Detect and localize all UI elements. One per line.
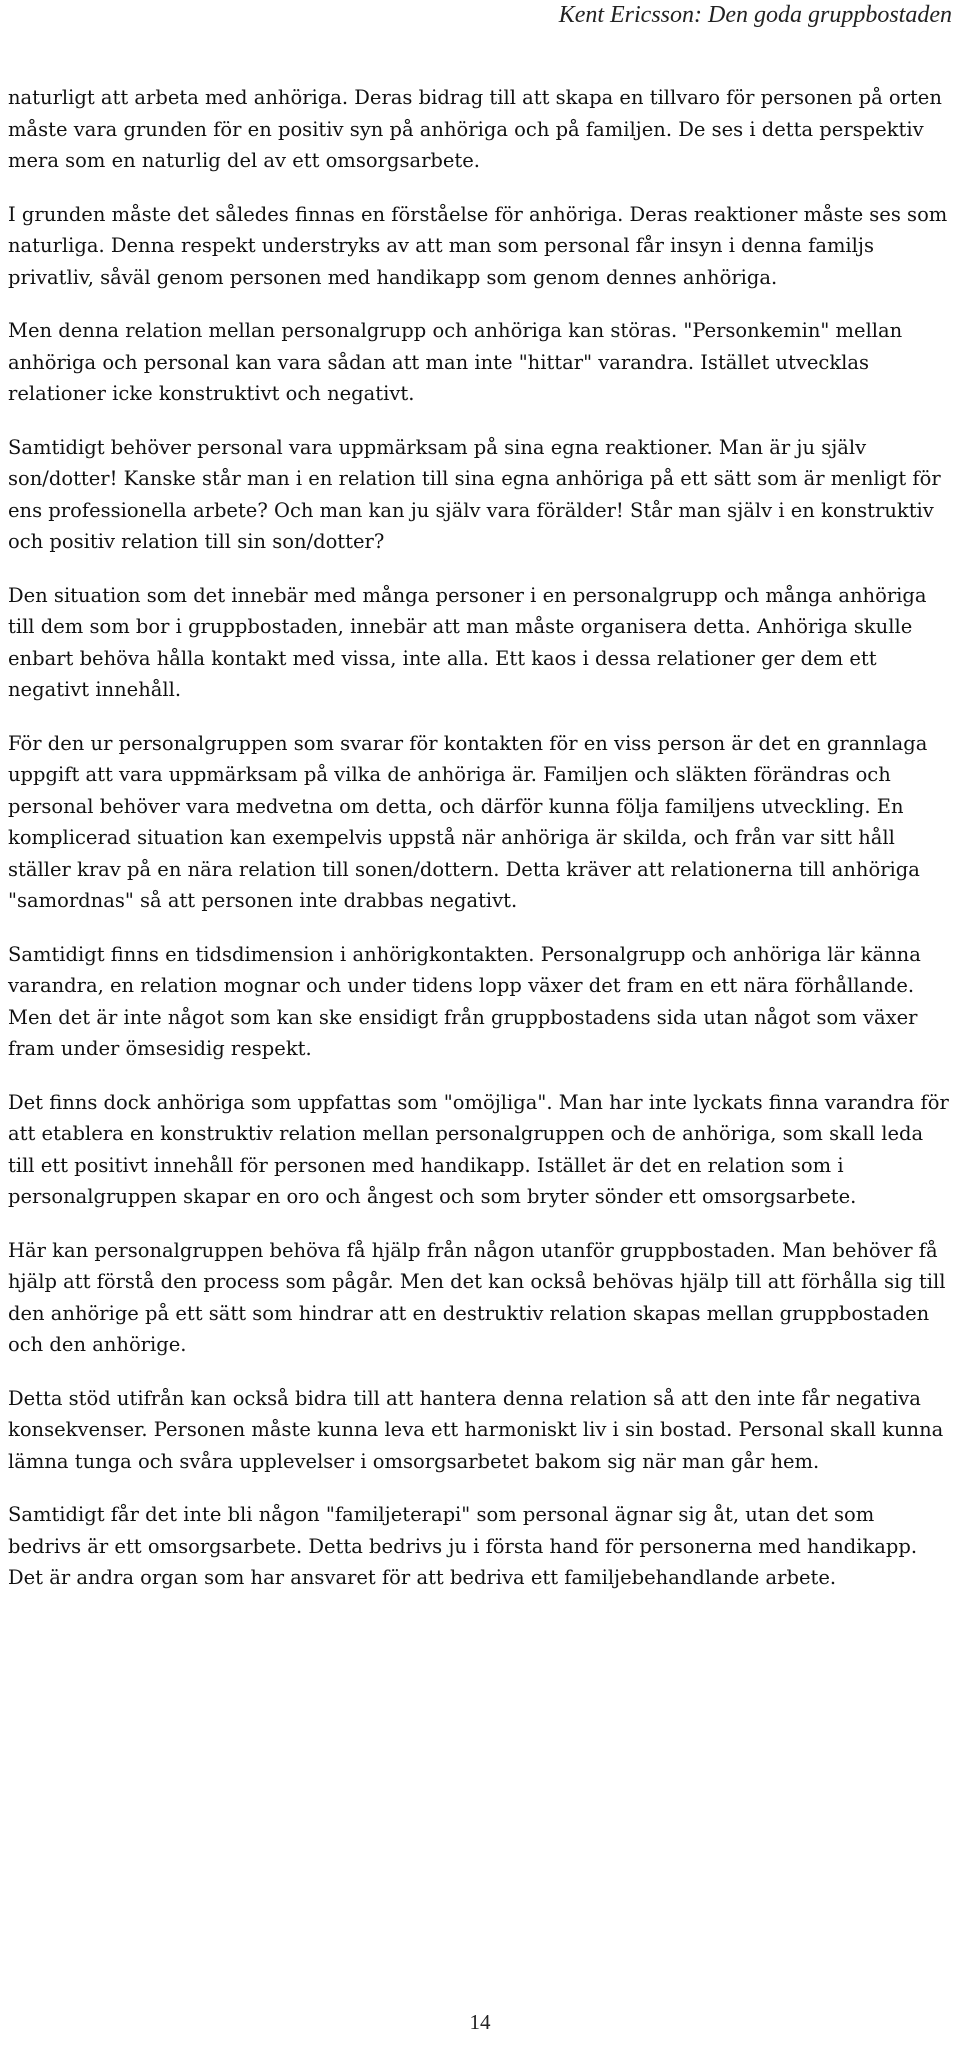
paragraph: Men denna relation mellan personalgrupp och anhöriga kan störas. "Personkemin" mellan anhöriga och personal kan vara sådan att man inte "hittar" varandra. Istället utvecklas relationer icke konstruktivt och negativt. xyxy=(8,319,903,405)
running-header-title: Kent Ericsson: Den goda gruppbostaden xyxy=(558,2,952,28)
paragraph: Den situation som det innebär med många personer i en personalgrupp och många anhöriga till dem som bor i gruppbostaden, innebär att man måste organisera detta. Anhöriga skulle enbart behöva hålla kontakt med vissa, inte alla. Ett kaos i dessa relationer ger dem ett negativt innehåll. xyxy=(8,583,927,701)
body-text xyxy=(8,82,953,1616)
paragraph: Samtidigt behöver personal vara uppmärksam på sina egna reaktioner. Man är ju själv son/dotter! Kanske står man i en relation till sina egna anhöriga på ett sätt som är menligt för ens professionella arbete? Och man kan ju själv vara förälder! Står man själv i en konstruktiv och positiv relation till sin son/dotter? xyxy=(8,435,941,553)
paragraph: Samtidigt finns en tidsdimension i anhörigkontakten. Personalgrupp och anhöriga lär känna varandra, en relation mognar och under tidens lopp växer det fram en ett nära förhållande. Men det är inte något som kan ske ensidigt från gruppbostadens sida utan något som växer fram under ömsesidig respekt. xyxy=(8,942,921,1060)
paragraph: För den ur personalgruppen som svarar för kontakten för en viss person är det en grannlaga uppgift att vara uppmärksam på vilka de anhöriga är. Familjen och släkten förändras och personal behöver vara medvetna om detta, och därför kunna följa familjens utveckling. En komplicerad situation kan exempelvis uppstå när anhöriga är skilda, och från var sitt håll ställer krav på en nära relation till sonen/dottern. Detta kräver att relationerna till anhöriga "samordnas" så att personen inte drabbas negativt. xyxy=(8,731,928,912)
paragraph: I grunden måste det således finnas en förståelse för anhöriga. Deras reaktioner måste ses som naturliga. Denna respekt understryks av att man som personal får insyn i denna familjs privatliv, såväl genom personen med handikapp som genom dennes anhöriga. xyxy=(8,202,948,289)
paragraph: Det finns dock anhöriga som uppfattas som "omöjliga". Man har inte lyckats finna varandra för att etablera en konstruktiv relation mellan personalgruppen och de anhöriga, som skall leda till ett positivt innehåll för personen med handikapp. Istället är det en relation som i personalgruppen skapar en oro och ångest och som bryter sönder ett omsorgsarbete. xyxy=(8,1090,949,1208)
page-number: 14 xyxy=(469,2010,491,2034)
paragraph: naturligt att arbeta med anhöriga. Deras bidrag till att skapa en tillvaro för personen på orten måste vara grunden för en positiv syn på anhöriga och på familjen. De ses i detta perspektiv mera som en naturlig del av ett omsorgsarbete. xyxy=(8,86,942,172)
paragraph: Här kan personalgruppen behöva få hjälp från någon utanför gruppbostaden. Man behöver få hjälp att förstå den process som pågår. Men det kan också behövas hjälp till att förhålla sig till den anhörige på ett sätt som hindrar att en destruktiv relation skapas mellan gruppbostaden och den anhörige. xyxy=(8,1238,946,1356)
paragraph: Samtidigt får det inte bli någon "familjeterapi" som personal ägnar sig åt, utan det som bedrivs är ett omsorgsarbete. Detta bedrivs ju i första hand för personerna med handikapp. Det är andra organ som har ansvaret för att bedriva ett familjebehandlande arbete. xyxy=(8,1503,918,1589)
paragraph: Detta stöd utifrån kan också bidra till att hantera denna relation så att den inte får negativa konsekvenser. Personen måste kunna leva ett harmoniskt liv i sin bostad. Personal skall kunna lämna tunga och svåra upplevelser i omsorgsarbetet bakom sig när man går hem. xyxy=(8,1386,944,1473)
